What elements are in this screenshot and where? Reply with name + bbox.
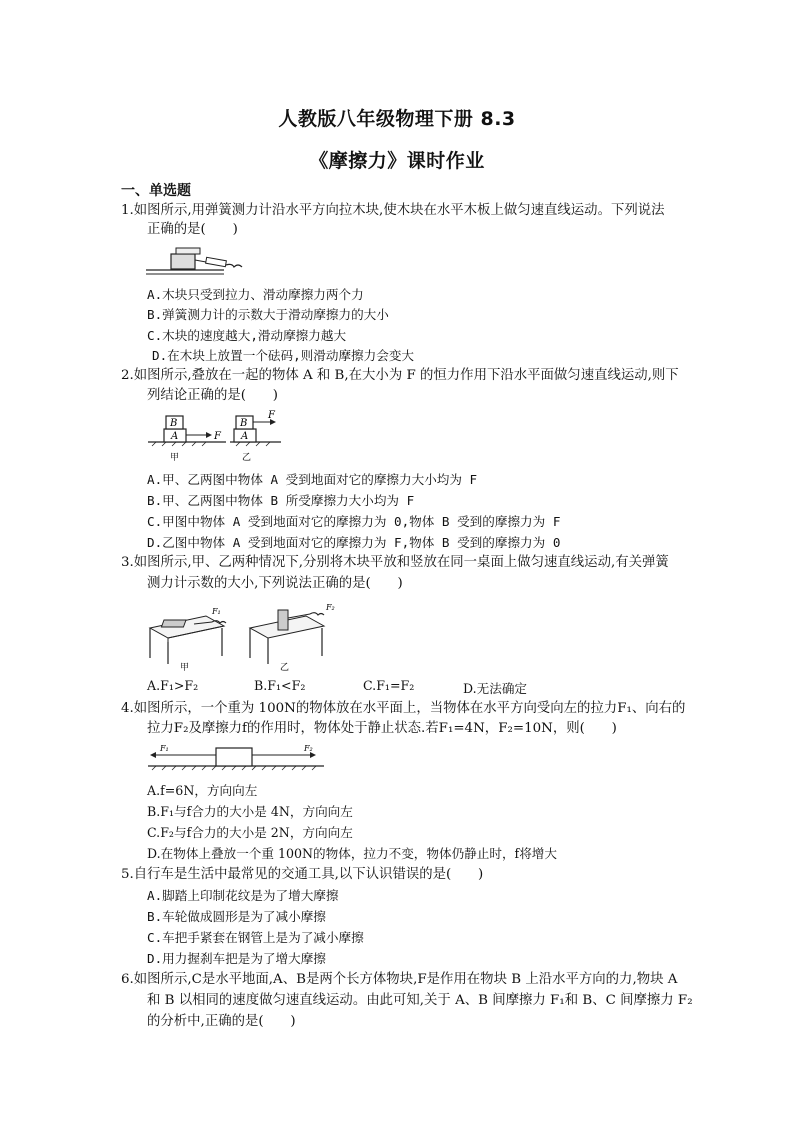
- q4-stem-cont: 拉力F₂及摩擦力f的作用时，物体处于静止状态.若F₁=4N，F₂=10N，则( ): [147, 721, 617, 736]
- q4-option-b[interactable]: B.F₁与f合力的大小是 4N，方向向左: [147, 804, 353, 819]
- q2-label-jia: 甲: [170, 453, 180, 463]
- q3-option-a[interactable]: A.F₁>F₂: [147, 678, 199, 693]
- q3-label-jia: 甲: [180, 663, 190, 673]
- q1-option-a[interactable]: A.木块只受到拉力、滑动摩擦力两个力: [147, 287, 364, 302]
- q2-option-d[interactable]: D.乙图中物体 A 受到地面对它的摩擦力为 F,物体 B 受到的摩擦力为 0: [147, 535, 561, 550]
- q2-label-a2: A: [241, 431, 249, 442]
- q5-option-c[interactable]: C.车把手紧套在钢管上是为了减小摩擦: [147, 930, 364, 945]
- q2-label-f2: F: [268, 410, 275, 421]
- section-heading: 一、单选题: [121, 183, 191, 199]
- q1-stem-cont: 正确的是( ): [147, 222, 238, 237]
- q3-label-yi: 乙: [280, 663, 290, 673]
- q6-stem: 6.如图所示,C是水平地面,A、B是两个长方体物块,F是作用在物块 B 上沿水平方向的力,物块 A: [121, 972, 678, 987]
- q1-option-b[interactable]: B.弹簧测力计的示数大于滑动摩擦力的大小: [147, 307, 389, 322]
- q4-label-f2: F₂: [304, 744, 313, 753]
- q1-stem: 1.如图所示,用弹簧测力计沿水平方向拉木块,使木块在水平木板上做匀速直线运动。下列说法: [121, 203, 665, 218]
- q1-option-d[interactable]: D.在木块上放置一个砝码,则滑动摩擦力会变大: [152, 348, 415, 363]
- q2-label-a1: A: [171, 431, 179, 442]
- q2-label-b1: B: [170, 418, 178, 429]
- q3-option-c[interactable]: C.F₁=F₂: [363, 678, 415, 693]
- q3-option-d[interactable]: D.无法确定: [463, 681, 528, 696]
- q4-label-f1: F₁: [160, 744, 169, 753]
- q4-option-a[interactable]: A.f=6N，方向向左: [147, 783, 258, 798]
- page-subtitle: 《摩擦力》课时作业: [309, 150, 485, 172]
- q2-figure: [146, 408, 286, 464]
- q6-stem-cont-2: 的分析中,正确的是( ): [147, 1014, 296, 1029]
- q2-option-c[interactable]: C.甲图中物体 A 受到地面对它的摩擦力为 0,物体 B 受到的摩擦力为 F: [147, 514, 561, 529]
- q3-label-f1: F₁: [212, 607, 221, 616]
- q6-stem-cont: 和 B 以相同的速度做匀速直线运动。由此可知,关于 A、B 间摩擦力 F₁和 B、C 间摩擦力 F₂: [147, 993, 693, 1008]
- q2-option-a[interactable]: A.甲、乙两图中物体 A 受到地面对它的摩擦力大小均为 F: [147, 472, 478, 487]
- q2-label-f1: F: [214, 431, 221, 442]
- q5-option-a[interactable]: A.脚踏上印制花纹是为了增大摩擦: [147, 888, 339, 903]
- q3-option-b[interactable]: B.F₁<F₂: [254, 678, 306, 693]
- q3-label-f2: F₂: [326, 603, 335, 612]
- q5-option-b[interactable]: B.车轮做成圆形是为了减小摩擦: [147, 909, 326, 924]
- q2-label-yi: 乙: [242, 453, 252, 463]
- q4-stem: 4.如图所示，一个重为 100N的物体放在水平面上，当物体在水平方向受向左的拉力F₁、向右的: [121, 701, 686, 716]
- q1-figure: [146, 240, 246, 280]
- q2-stem: 2.如图所示,叠放在一起的物体 A 和 B,在大小为 F 的恒力作用下沿水平面做匀速直线运动,则下: [121, 368, 679, 383]
- page-title: 人教版八年级物理下册 8.3: [278, 108, 516, 130]
- q2-label-b2: B: [240, 418, 248, 429]
- q4-option-c[interactable]: C.F₂与f合力的大小是 2N，方向向左: [147, 825, 353, 840]
- q4-option-d[interactable]: D.在物体上叠放一个重 100N的物体，拉力不变，物体仍静止时，f将增大: [147, 846, 557, 861]
- q1-option-c[interactable]: C.木块的速度越大,滑动摩擦力越大: [147, 328, 347, 343]
- q3-stem: 3.如图所示,甲、乙两种情况下,分别将木块平放和竖放在同一桌面上做匀速直线运动,有关弹簧: [121, 555, 669, 570]
- q2-stem-cont: 列结论正确的是( ): [147, 388, 278, 403]
- q5-option-d[interactable]: D.用力握刹车把是为了增大摩擦: [147, 951, 326, 966]
- q3-stem-cont: 测力计示数的大小,下列说法正确的是( ): [147, 576, 403, 591]
- q5-stem: 5.自行车是生活中最常见的交通工具,以下认识错误的是( ): [121, 867, 484, 882]
- q4-figure: [146, 742, 328, 774]
- q3-figure: [146, 598, 346, 673]
- q2-option-b[interactable]: B.甲、乙两图中物体 B 所受摩擦力大小均为 F: [147, 493, 415, 508]
